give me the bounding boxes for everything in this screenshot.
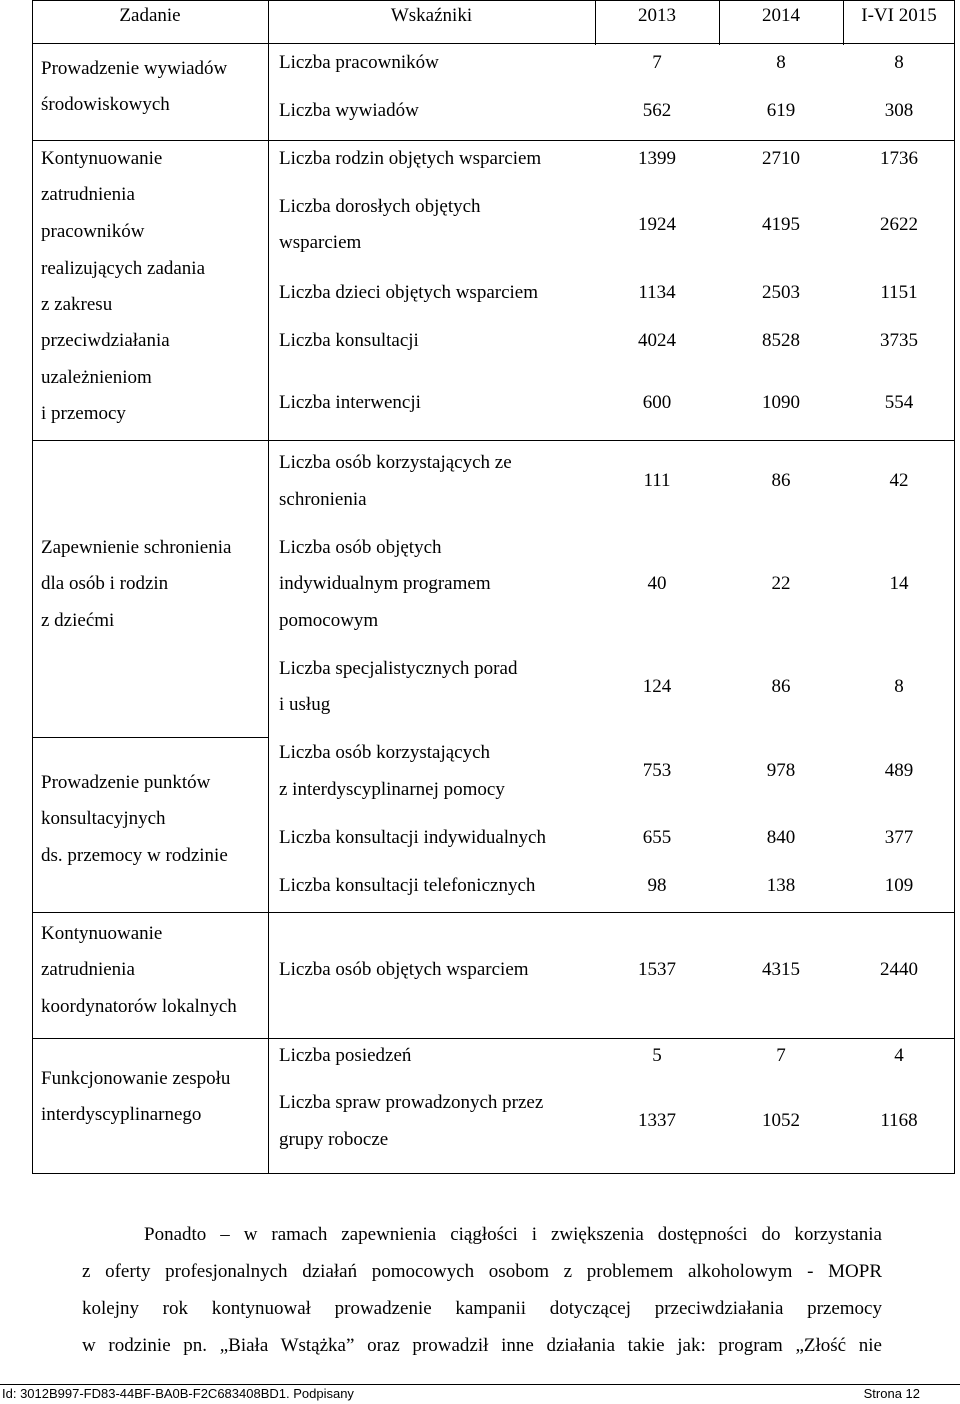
paragraph-line: w rodzinie pn. „Biała Wstążka” oraz prowadził inne działania takie jak: program „Złość nie: [82, 1335, 882, 1356]
value-2015: 8: [894, 52, 904, 73]
indicator-label: grupy robocze: [279, 1129, 389, 1150]
value-2015: 308: [884, 100, 914, 121]
document-id: Id: 3012B997-FD83-44BF-BA0B-F2C683408BD1. Podpisany: [2, 1386, 354, 1401]
task-label: realizujących zadania: [41, 258, 206, 279]
value-2014: 7: [776, 1045, 786, 1066]
task-label: Kontynuowanie: [41, 923, 163, 944]
table-rule: [32, 912, 955, 913]
header-2013: 2013: [638, 5, 676, 26]
indicator-label: Liczba rodzin objętych wsparciem: [279, 148, 542, 169]
page-number: Strona 12: [863, 1386, 920, 1401]
value-2014: 1052: [762, 1110, 800, 1131]
value-2014: 138: [766, 875, 796, 896]
indicator-label: i usług: [279, 694, 331, 715]
task-label: Zapewnienie schronienia: [41, 537, 232, 558]
indicator-label: Liczba posiedzeń: [279, 1045, 412, 1066]
indicator-label: Liczba dorosłych objętych: [279, 196, 481, 217]
indicator-label: pomocowym: [279, 610, 379, 631]
value-2013: 1399: [638, 148, 676, 169]
value-2014: 4315: [762, 959, 800, 980]
table-rule: [32, 43, 955, 44]
header-task: Zadanie: [119, 5, 181, 26]
indicator-label: Liczba spraw prowadzonych przez: [279, 1092, 544, 1113]
indicator-label: Liczba specjalistycznych porad: [279, 658, 518, 679]
value-2013: 600: [642, 392, 672, 413]
indicator-label: Liczba pracowników: [279, 52, 439, 73]
table-rule: [32, 737, 268, 738]
value-2015: 377: [884, 827, 914, 848]
indicator-label: Liczba konsultacji indywidualnych: [279, 827, 546, 848]
task-label: przeciwdziałania: [41, 330, 170, 351]
task-label: z zakresu: [41, 294, 113, 315]
value-2013: 7: [652, 52, 662, 73]
task-label: i przemocy: [41, 403, 126, 424]
indicator-label: Liczba osób objętych wsparciem: [279, 959, 529, 980]
task-label: Prowadzenie punktów: [41, 772, 211, 793]
value-2015: 4: [894, 1045, 904, 1066]
task-label: z dziećmi: [41, 610, 115, 631]
paragraph-line: z oferty profesjonalnych działań pomocowych osobom z problemem alkoholowym - MOPR: [82, 1261, 882, 1282]
value-2013: 1134: [638, 282, 676, 303]
task-label: uzależnieniom: [41, 367, 152, 388]
value-2013: 753: [642, 760, 672, 781]
value-2013: 124: [642, 676, 672, 697]
table-rule: [268, 0, 269, 1174]
task-label: dla osób i rodzin: [41, 573, 169, 594]
table-rule: [32, 0, 955, 1]
paragraph-line: kolejny rok kontynuował prowadzenie kampanii dotyczącej przeciwdziałania przemocy: [82, 1298, 882, 1319]
value-2015: 1168: [880, 1110, 918, 1131]
indicator-label: Liczba wywiadów: [279, 100, 419, 121]
value-2015: 1736: [880, 148, 918, 169]
value-2015: 2622: [880, 214, 918, 235]
value-2015: 3735: [880, 330, 918, 351]
value-2015: 14: [889, 573, 909, 594]
header-2015: I-VI 2015: [861, 5, 937, 26]
indicator-label: Liczba konsultacji telefonicznych: [279, 875, 536, 896]
value-2013: 111: [643, 470, 671, 491]
indicator-label: Liczba interwencji: [279, 392, 421, 413]
value-2013: 562: [642, 100, 672, 121]
value-2014: 22: [771, 573, 791, 594]
table-rule: [32, 140, 955, 141]
table-rule: [32, 1038, 955, 1039]
value-2014: 2503: [762, 282, 800, 303]
value-2015: 42: [889, 470, 909, 491]
value-2015: 8: [894, 676, 904, 697]
indicator-label: wsparciem: [279, 232, 362, 253]
task-label: Funkcjonowanie zespołu: [41, 1068, 231, 1089]
value-2014: 4195: [762, 214, 800, 235]
task-label: konsultacyjnych: [41, 808, 166, 829]
task-label: interdyscyplinarnego: [41, 1104, 202, 1125]
task-label: pracowników: [41, 221, 145, 242]
value-2013: 5: [652, 1045, 662, 1066]
value-2013: 1337: [638, 1110, 676, 1131]
value-2015: 1151: [880, 282, 918, 303]
task-label: Prowadzenie wywiadów: [41, 58, 228, 79]
value-2015: 109: [884, 875, 914, 896]
value-2015: 554: [884, 392, 914, 413]
task-label: koordynatorów lokalnych: [41, 996, 237, 1017]
table-rule: [32, 440, 955, 441]
paragraph-line: Ponadto – w ramach zapewnienia ciągłości i zwiększenia dostępności do korzystania: [144, 1224, 882, 1245]
value-2014: 619: [766, 100, 796, 121]
value-2013: 1537: [638, 959, 676, 980]
value-2014: 86: [771, 470, 791, 491]
indicator-label: Liczba osób korzystających ze: [279, 452, 512, 473]
value-2014: 1090: [762, 392, 800, 413]
value-2013: 40: [647, 573, 667, 594]
indicator-label: schronienia: [279, 489, 367, 510]
task-label: Kontynuowanie: [41, 148, 163, 169]
value-2014: 2710: [762, 148, 800, 169]
value-2014: 978: [766, 760, 796, 781]
value-2014: 8: [776, 52, 786, 73]
indicator-label: Liczba osób korzystających: [279, 742, 491, 763]
value-2013: 655: [642, 827, 672, 848]
indicator-label: Liczba osób objętych: [279, 537, 442, 558]
value-2013: 4024: [638, 330, 676, 351]
value-2014: 840: [766, 827, 796, 848]
task-label: zatrudnienia: [41, 184, 135, 205]
indicator-label: indywidualnym programem: [279, 573, 491, 594]
value-2015: 489: [884, 760, 914, 781]
indicator-label: Liczba dzieci objętych wsparciem: [279, 282, 539, 303]
value-2014: 86: [771, 676, 791, 697]
task-label: zatrudnienia: [41, 959, 135, 980]
indicator-label: Liczba konsultacji: [279, 330, 419, 351]
footer-rule: [0, 1384, 960, 1385]
indicator-label: z interdyscyplinarnej pomocy: [279, 779, 505, 800]
value-2013: 98: [647, 875, 667, 896]
value-2014: 8528: [762, 330, 800, 351]
value-2013: 1924: [638, 214, 676, 235]
body-paragraph: [82, 1216, 882, 1364]
header-indicators: Wskaźniki: [390, 5, 473, 26]
value-2015: 2440: [880, 959, 918, 980]
task-label: ds. przemocy w rodzinie: [41, 845, 228, 866]
header-2014: 2014: [762, 5, 800, 26]
task-label: środowiskowych: [41, 94, 170, 115]
